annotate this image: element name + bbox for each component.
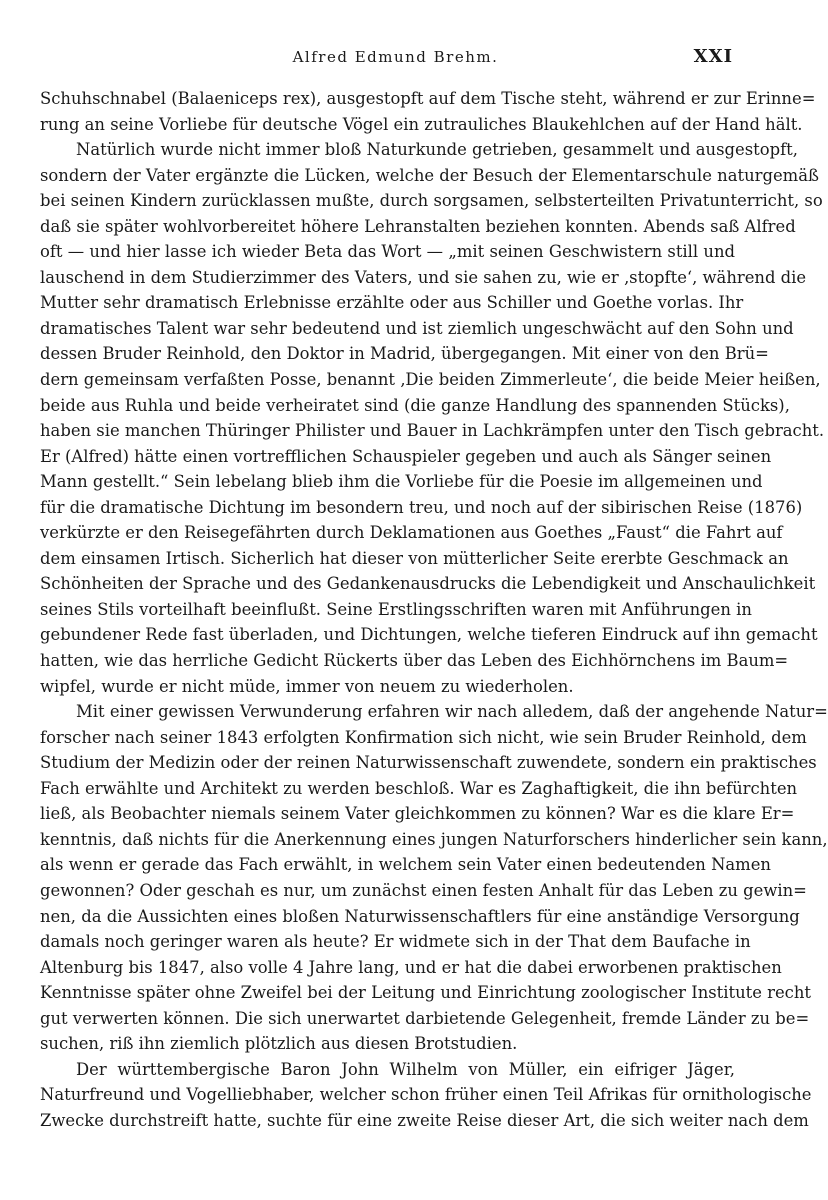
text-line: verkürzte er den Reisegefährten durch Deklamationen aus Goethes „Faust“ die Fahrt auf: [40, 523, 783, 543]
page-number: XXI: [693, 46, 733, 67]
text-line: oft — und hier lasse ich wieder Beta das Wort — „mit seinen Geschwistern still und: [40, 242, 735, 262]
text-line: Fach erwählte und Architekt zu werden beschloß. War es Zaghaftigkeit, die ihn befürchten: [40, 778, 798, 798]
text-line: seines Stils vorteilhaft beeinflußt. Seine Erstlingsschriften waren mit Anführungen in: [40, 599, 752, 619]
text-line: hatten, wie das herrliche Gedicht Rückerts über das Leben des Eichhörnchens im Baum=: [40, 651, 789, 671]
text-line: Schuhschnabel (Balaeniceps rex), ausgestopft auf dem Tische steht, während er zur Erinne=: [40, 89, 816, 108]
page-header: [0, 48, 791, 78]
text-line: haben sie manchen Thüringer Philister und Bauer in Lachkrämpfen unter den Tisch gebracht.: [40, 421, 825, 441]
text-line: Schönheiten der Sprache und des Gedankenausdrucks die Lebendigkeit und Anschaulichkeit: [40, 574, 816, 594]
text-line: Naturfreund und Vogelliebhaber, welcher schon früher einen Teil Afrikas für ornithologische: [40, 1085, 812, 1105]
text-line: für die dramatische Dichtung im besondern treu, und noch auf der sibirischen Reise (1876): [40, 497, 803, 517]
text-line: dem einsamen Irtisch. Sicherlich hat dieser von mütterlicher Seite ererbte Geschmack an: [40, 548, 789, 568]
text-line: damals noch geringer waren als heute? Er widmete sich in der That dem Baufache in: [40, 932, 751, 952]
text-line: ließ, als Beobachter niemals seinem Vater gleichkommen zu können? War es die klare Er=: [40, 804, 795, 824]
text-line: rung an seine Vorliebe für deutsche Vögel ein zutrauliches Blaukehlchen auf der Hand hält.: [40, 114, 803, 134]
body-text: [40, 86, 828, 1133]
text-line: gebundener Rede fast überladen, und Dichtungen, welche tieferen Eindruck auf ihn gemacht: [40, 625, 818, 645]
text-line: Zwecke durchstreift hatte, suchte für eine zweite Reise dieser Art, die sich weiter nach dem: [40, 1110, 809, 1130]
text-line: Der württembergische Baron John Wilhelm von Müller, ein eifriger Jäger,: [76, 1059, 735, 1079]
text-line: bei seinen Kindern zurücklassen mußte, durch sorgsamen, selbsterteilten Privatunterricht, so: [40, 191, 823, 211]
text-line: Mit einer gewissen Verwunderung erfahren wir nach alledem, daß der angehende Natur=: [76, 702, 828, 722]
running-title: Alfred Edmund Brehm.: [292, 48, 499, 66]
text-line: sondern der Vater ergänzte die Lücken, welche der Besuch der Elementarschule naturgemäß: [40, 165, 819, 185]
text-line: Studium der Medizin oder der reinen Naturwissenschaft zuwendete, sondern ein praktisches: [40, 753, 817, 773]
text-line: kenntnis, daß nichts für die Anerkennung eines jungen Naturforschers hinderlicher sein kann,: [40, 829, 828, 849]
text-line: Natürlich wurde nicht immer bloß Naturkunde getrieben, gesammelt und ausgestopft,: [76, 140, 798, 160]
text-line: dern gemeinsam verfaßten Posse, benannt ‚Die beiden Zimmerleute‘, die beide Meier heißen,: [40, 370, 821, 390]
text-line: nen, da die Aussichten eines bloßen Naturwissenschaftlers für eine anständige Versorgung: [40, 906, 800, 926]
text-line: beide aus Ruhla und beide verheiratet sind (die ganze Handlung des spannenden Stücks),: [40, 395, 790, 415]
text-line: Mutter sehr dramatisch Erlebnisse erzählte oder aus Schiller und Goethe vorlas. Ihr: [40, 293, 744, 313]
text-line: wipfel, wurde er nicht müde, immer von neuem zu wiederholen.: [40, 676, 574, 696]
text-line: forscher nach seiner 1843 erfolgten Konfirmation sich nicht, wie sein Bruder Reinhold, dem: [40, 727, 807, 747]
text-line: daß sie später wohlvorbereitet höhere Lehranstalten beziehen konnten. Abends saß Alfred: [40, 216, 796, 236]
text-line: Mann gestellt.“ Sein lebelang blieb ihm die Vorliebe für die Poesie im allgemeinen und: [40, 472, 763, 492]
text-line: Altenburg bis 1847, also volle 4 Jahre lang, und er hat die dabei erworbenen praktischen: [40, 957, 782, 977]
text-line: als wenn er gerade das Fach erwählt, in welchem sein Vater einen bedeutenden Namen: [40, 855, 771, 875]
text-line: gewonnen? Oder geschah es nur, um zunächst einen festen Anhalt für das Leben zu gewin=: [40, 880, 807, 900]
text-line: lauschend in dem Studierzimmer des Vaters, und sie sahen zu, wie er ‚stopfte‘, während die: [40, 267, 807, 287]
text-line: suchen, riß ihn ziemlich plötzlich aus diesen Brotstudien.: [40, 1034, 518, 1054]
text-line: gut verwerten können. Die sich unerwartet darbietende Gelegenheit, fremde Länder zu be=: [40, 1008, 810, 1028]
text-line: Er (Alfred) hätte einen vortrefflichen Schauspieler gegeben und auch als Sänger seinen: [40, 446, 772, 466]
text-line: Kenntnisse später ohne Zweifel bei der Leitung und Einrichtung zoologischer Institute recht: [40, 983, 811, 1003]
text-line: dessen Bruder Reinhold, den Doktor in Madrid, übergegangen. Mit einer von den Brü=: [40, 344, 769, 364]
text-line: dramatisches Talent war sehr bedeutend und ist ziemlich ungeschwächt auf den Sohn und: [40, 318, 794, 338]
